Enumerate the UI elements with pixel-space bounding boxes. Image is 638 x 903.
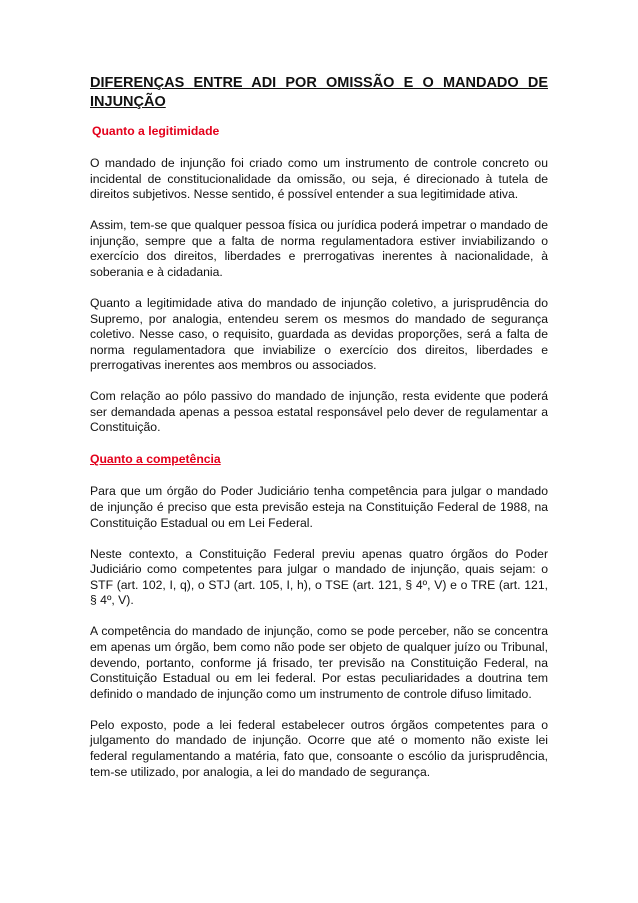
- paragraph: Assim, tem-se que qualquer pessoa física ou jurídica poderá impetrar o mandado de injunção, sempre que a falta de norma regulamentadora estiver inviabilizando o exercício dos direitos, liberdades e prerrogativas inerentes à nacionalidade, à soberania e à cidadania.: [90, 218, 548, 279]
- paragraph: A competência do mandado de injunção, como se pode perceber, não se concentra em apenas um órgão, bem como não pode ser objeto de qualquer juízo ou Tribunal, devendo, portanto, conforme já frisado, ter previsão na Constituição Federal, na Constituição Estadual ou em lei federal. Por estas peculiaridades a doutrina tem definido o mandado de injunção como um instrumento de controle difuso limitado.: [90, 624, 548, 701]
- paragraph: Neste contexto, a Constituição Federal previu apenas quatro órgãos do Poder Judiciário como competentes para julgar o mandado de injunção, quais sejam: o STF (art. 102, I, q), o STJ (art. 105, I, h), o TSE (art. 121, § 4º, V) e o TRE (art. 121, § 4º, V).: [90, 546, 548, 608]
- document-title: DIFERENÇAS ENTRE ADI POR OMISSÃO E O MANDADO DE INJUNÇÃO: [90, 75, 548, 110]
- section-competencia: [90, 451, 548, 780]
- section-legitimidade: [90, 123, 548, 436]
- paragraph: O mandado de injunção foi criado como um instrumento de controle concreto ou incidental de constitucionalidade da omissão, ou seja, é direcionado à tutela de direitos subjetivos. Nesse sentido, é possível entender a sua legitimidade ativa.: [90, 156, 548, 202]
- paragraph: Com relação ao pólo passivo do mandado de injunção, resta evidente que poderá ser demandada apenas a pessoa estatal responsável pelo dever de regulamentar a Constituição.: [90, 389, 548, 435]
- paragraph: Pelo exposto, pode a lei federal estabelecer outros órgãos competentes para o julgamento do mandado de injunção. Ocorre que até o momento não existe lei federal regulamentando a matéria, fato que, consoante o escólio da jurisprudência, tem-se utilizado, por analogia, a lei do mandado de segurança.: [90, 717, 548, 779]
- paragraph: Quanto a legitimidade ativa do mandado de injunção coletivo, a jurisprudência do Supremo, por analogia, entendeu serem os mesmos do mandado de segurança coletivo. Nesse caso, o requisito, guardada as devidas proporções, será a falta de norma regulamentadora que inviabilize o exercício dos direitos, liberdades e prerrogativas inerentes aos membros ou associados.: [90, 295, 548, 373]
- section-heading-legitimidade: Quanto a legitimidade: [92, 124, 220, 138]
- section-heading-competencia: Quanto a competência: [90, 452, 221, 467]
- paragraph: Para que um órgão do Poder Judiciário tenha competência para julgar o mandado de injunção é preciso que esta previsão esteja na Constituição Federal de 1988, na Constituição Estadual ou em Lei Federal.: [90, 484, 548, 530]
